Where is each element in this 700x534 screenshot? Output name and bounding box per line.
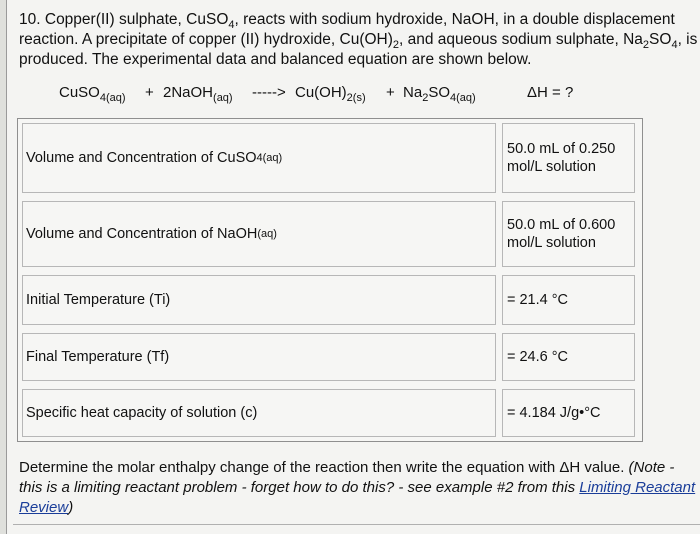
row-label: Specific heat capacity of solution (c) bbox=[22, 389, 496, 437]
row-label: Initial Temperature (Ti) bbox=[22, 275, 496, 325]
reactant-cuso4: CuSO$_{4(aq)}$ bbox=[59, 84, 126, 104]
row-label: Volume and Concentration of CuSO 4(aq) bbox=[22, 123, 496, 193]
question-text: Determine the molar enthalpy change of the reaction then write the equation with ΔH value. (Note - this is a limiting reactant problem - forget how to do this? - see example #2 from this Limiting Reactant Review) bbox=[19, 459, 696, 516]
table-row bbox=[18, 119, 642, 197]
plus-sign: + bbox=[145, 84, 154, 101]
divider bbox=[13, 524, 700, 525]
product-na2so4: $Na_2SO_{4(aq)}$ bbox=[403, 84, 476, 104]
table-row bbox=[18, 385, 642, 441]
row-value: = 4.184 J/g•°C bbox=[502, 389, 635, 437]
table-row bbox=[18, 271, 642, 329]
problem-number: 10. bbox=[19, 11, 41, 28]
row-value: 50.0 mL of 0.250 mol/L solution bbox=[502, 123, 635, 193]
row-value: 50.0 mL of 0.600 mol/L solution bbox=[502, 201, 635, 267]
plus-sign: + bbox=[386, 84, 395, 101]
product-cuoh2: $Cu(OH)_{2(s)}$ bbox=[295, 84, 366, 104]
worksheet-page bbox=[6, 0, 700, 534]
row-value: = 21.4 °C bbox=[502, 275, 635, 325]
enthalpy-unknown: ΔH = ? bbox=[527, 84, 574, 101]
row-label: Volume and Concentration of NaOH (aq) bbox=[22, 201, 496, 267]
table-row bbox=[18, 197, 642, 271]
row-value: = 24.6 °C bbox=[502, 333, 635, 381]
row-label: Final Temperature (Tf) bbox=[22, 333, 496, 381]
note-text: (Note - this is a limiting reactant problem - forget how to do this? - see example #2 from this Limiting Reactant Review) bbox=[19, 459, 696, 516]
reaction-arrow: -----> bbox=[252, 84, 286, 101]
problem-intro: 10. Copper(II) sulphate, CuSO$_4$, reacts with sodium hydroxide, NaOH, in a double displacement reaction. A precipitate of copper (II) hydroxide, $Cu(OH)_2$, and aqueous sodium sulphate, $Na_2SO_4$, is produced. The experimental data and balanced equation are shown below. bbox=[19, 11, 698, 68]
data-table bbox=[17, 118, 643, 442]
reactant-naoh: 2NaOH$_{(aq)}$ bbox=[163, 84, 233, 104]
table-row bbox=[18, 329, 642, 385]
limiting-reactant-review-link[interactable]: Limiting Reactant Review bbox=[19, 479, 696, 516]
